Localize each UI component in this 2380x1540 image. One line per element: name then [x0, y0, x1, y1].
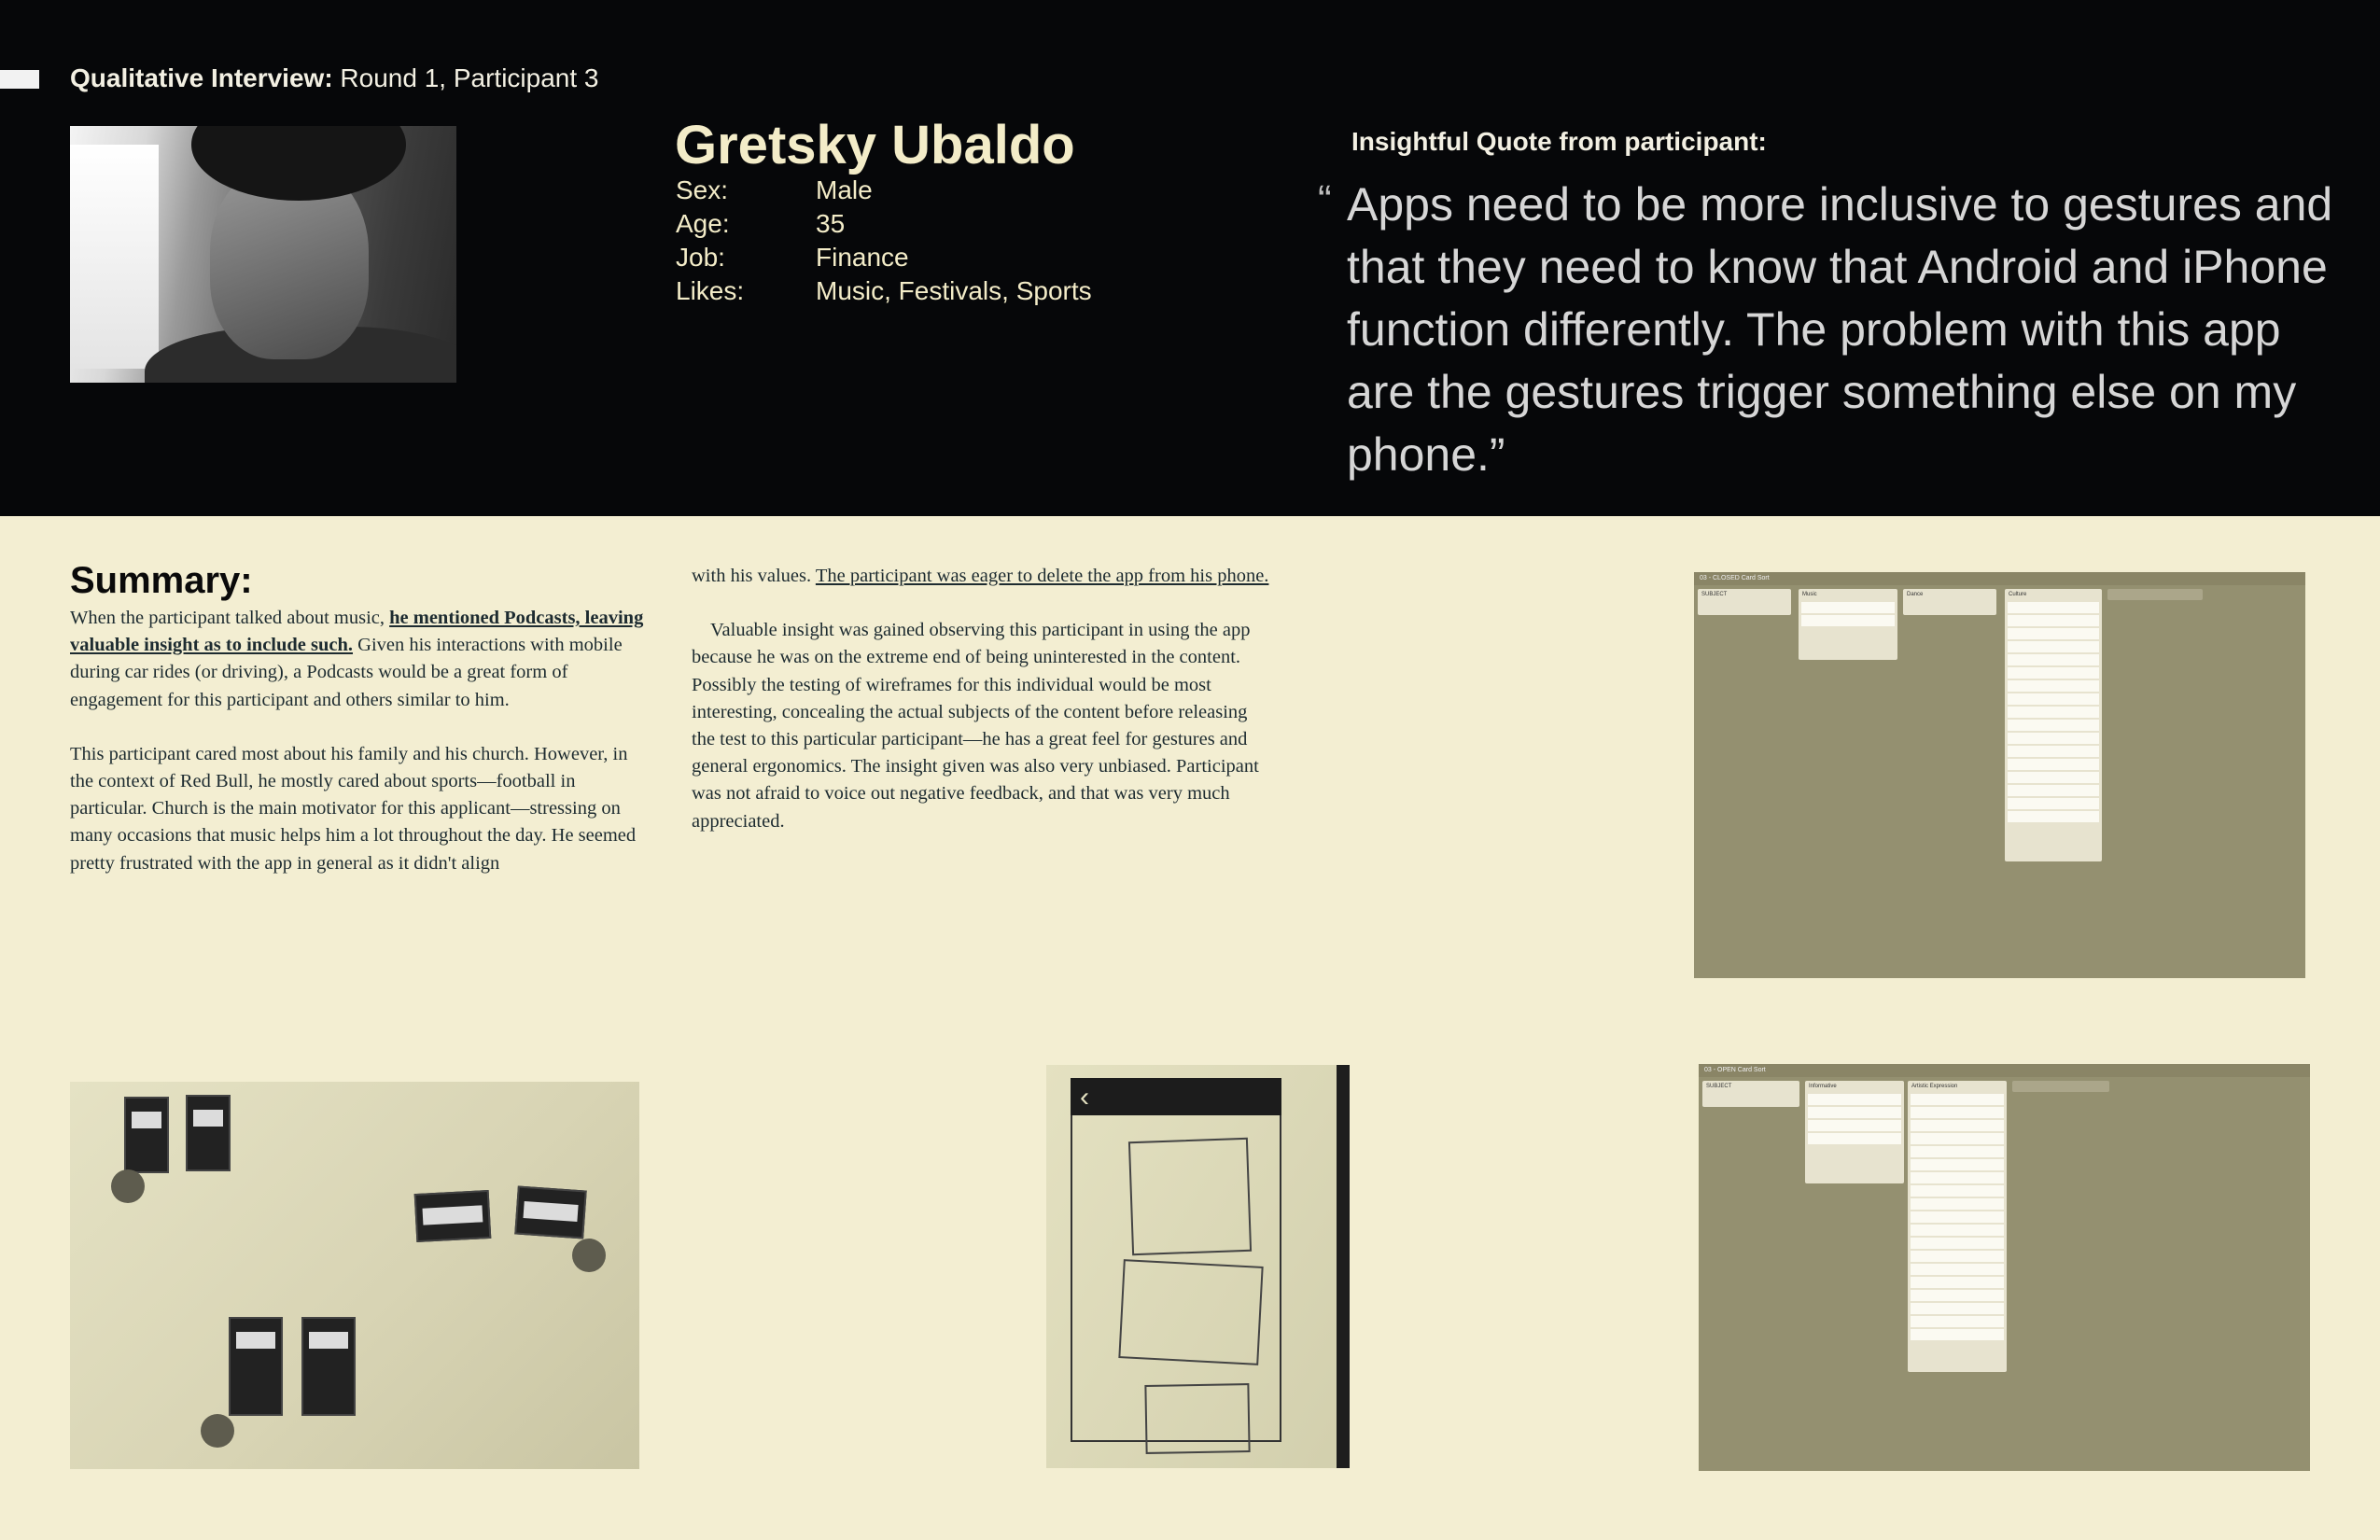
board-list: Informative — [1805, 1081, 1904, 1183]
quote-text: Apps need to be more inclusive to gestures and that they need to know that Android and iPhone function differently. The problem with this app are the gestures trigger something else on my phone.” — [1347, 178, 2333, 481]
profile-header — [0, 0, 2380, 516]
summary-column-2 — [692, 563, 1270, 835]
quote-title: Insightful Quote from participant: — [1351, 127, 1767, 156]
header-accent-bar — [0, 70, 39, 89]
open-card-sort-screenshot — [1699, 1064, 2310, 1471]
summary-paragraph: Valuable insight was gained observing this participant in using the app because he was on the extreme end of being uninterested in the content. Possibly the testing of wireframes for this individual would be most interesting, concealing the actual subjects of the content before releasing the test to this particular participant—he has a great feel for gestures and general ergonomics. The insight given was also very unbiased. Participant was not afraid to voice out negative feedback, and that was very much appreciated. — [692, 620, 1259, 832]
participant-name: Gretsky Ubaldo — [675, 115, 1075, 175]
quote-open-mark: “ — [1318, 177, 1332, 223]
fact-row: Sex: Male — [676, 175, 873, 204]
fact-row: Job: Finance — [676, 243, 909, 272]
board-list: SUBJECT — [1702, 1081, 1799, 1107]
participant-facts — [676, 175, 1092, 310]
board-list: Artistic Expression — [1908, 1081, 2007, 1372]
board-list: Music — [1799, 589, 1897, 660]
closed-card-sort-screenshot — [1694, 572, 2305, 978]
summary-paragraph: When the participant talked about music, he mentioned Podcasts, leaving valuable insight as to include such. Given his interactions with mobile during car rides (or driving), a Podcasts would be a great form of engagement for this participant and others similar to him. — [70, 608, 644, 710]
board-list: SUBJECT — [1698, 589, 1791, 615]
board-title: 03 - CLOSED Card Sort — [1700, 575, 1770, 581]
summary-paragraph: This participant cared most about his family and his church. However, in the context of Red Bull, he mostly cared about sports—football in particular. Church is the main motivator for this applicant—stressing on many occasions that music helps him a lot throughout the day. He seemed pretty frustrated with the app in general as it didn't align — [70, 743, 637, 874]
page-heading: Qualitative Interview: Round 1, Participant 3 — [70, 63, 599, 92]
board-title: 03 - OPEN Card Sort — [1704, 1067, 1766, 1073]
fact-row: Likes: Music, Festivals, Sports — [676, 276, 1092, 305]
card-test-photo — [70, 1082, 639, 1469]
fact-row: Age: 35 — [676, 209, 846, 238]
paper-wireframe-photo — [1046, 1065, 1350, 1468]
summary-column-1 — [70, 605, 649, 877]
participant-photo — [70, 126, 456, 383]
board-list: Dance — [1903, 589, 1996, 615]
summary-title: Summary: — [70, 560, 253, 601]
summary-paragraph: with his values. The participant was eager to delete the app from his phone. — [692, 566, 1269, 586]
board-list: Culture — [2005, 589, 2102, 861]
back-arrow-icon: ‹ — [1080, 1082, 1089, 1113]
